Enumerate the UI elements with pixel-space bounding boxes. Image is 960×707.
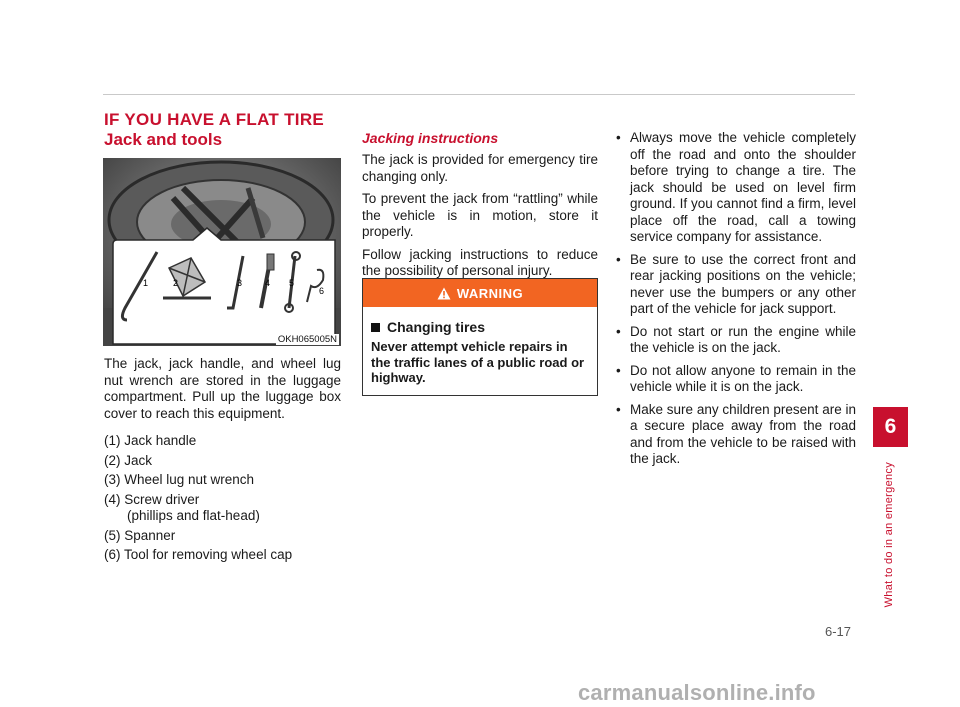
tool-label: (6) Tool for removing wheel cap xyxy=(104,547,293,562)
callout-4: 4 xyxy=(265,278,271,288)
jacking-paragraph-3: Follow jacking instructions to reduce the possibility of personal injury. xyxy=(362,246,598,278)
callout-3: 3 xyxy=(237,278,243,288)
warning-triangle-icon xyxy=(437,287,451,300)
list-item xyxy=(611,130,856,246)
list-item xyxy=(611,252,856,318)
intro-paragraph: The jack, jack handle, and wheel lug nut wrench are stored in the luggage compartment. Pull up the luggage box cover to reach this equipment. xyxy=(104,356,341,421)
bullet-icon: • xyxy=(616,251,621,267)
tool-label: (3) Wheel lug nut wrench xyxy=(104,472,255,487)
warning-text: Never attempt vehicle repairs in the traffic lanes of a public road or highway. xyxy=(371,339,585,385)
safety-bullet-list xyxy=(611,130,856,474)
warning-subtitle: Changing tires xyxy=(387,319,486,335)
list-item xyxy=(611,363,856,396)
jacking-instructions xyxy=(362,130,598,286)
callout-5: 5 xyxy=(289,278,295,288)
watermark: carmanualsonline.info xyxy=(578,680,816,705)
tool-sub-label: (phillips and flat-head) xyxy=(127,508,260,523)
tool-label: (5) Spanner xyxy=(104,527,176,543)
tools-illustration xyxy=(103,158,341,346)
warning-header xyxy=(363,279,597,307)
chapter-label-container xyxy=(870,450,908,620)
jacking-paragraph-2: To prevent the jack from “rattling” while the vehicle is in motion, store it properly. xyxy=(362,191,598,239)
subsection-title: Jack and tools xyxy=(104,130,223,149)
bullet-icon: • xyxy=(616,362,621,378)
tool-label: (1) Jack handle xyxy=(104,433,197,448)
warning-box xyxy=(362,278,598,396)
warning-subtitle-row xyxy=(371,319,597,335)
tool-label: (4) Screw driver xyxy=(104,491,200,507)
page-number: 6-17 xyxy=(825,624,852,639)
bullet-text: Make sure any children present are in a secure place away from the road and from the vehicle to be raised with the jack. xyxy=(630,401,856,466)
chapter-tab: 6 xyxy=(873,407,908,447)
section-title: IF YOU HAVE A FLAT TIRE xyxy=(104,110,325,129)
bullet-text: Do not start or run the engine while the vehicle is on the jack. xyxy=(630,323,856,355)
tool-label: (2) Jack xyxy=(104,452,153,468)
tools-photo xyxy=(103,158,341,346)
list-item xyxy=(104,547,344,564)
list-item xyxy=(104,528,344,545)
callout-6: 6 xyxy=(319,286,325,296)
list-item xyxy=(104,472,344,489)
chapter-label: What to do in an emergency xyxy=(883,462,895,608)
bullet-icon: • xyxy=(616,401,621,417)
jacking-paragraph-1: The jack is provided for emergency tire changing only. xyxy=(362,152,598,184)
bullet-text: Be sure to use the correct front and rear jacking positions on the vehicle; never use the bumpers or any other part of the vehicle for jack support. xyxy=(630,251,856,316)
square-bullet-icon xyxy=(371,323,380,332)
list-item xyxy=(104,433,344,450)
warning-label: WARNING xyxy=(456,285,524,301)
list-item xyxy=(104,492,344,525)
callout-1: 1 xyxy=(143,278,149,288)
bullet-text: Always move the vehicle completely off the road and onto the shoulder before trying to change a tire. The jack should be used on level firm ground. If you cannot find a firm, level place off the road, call a towing service company for assistance. xyxy=(630,130,856,244)
list-item xyxy=(611,324,856,357)
callout-2: 2 xyxy=(173,278,179,288)
tool-list xyxy=(104,433,344,567)
list-item xyxy=(611,402,856,468)
bullet-text: Do not allow anyone to remain in the vehicle while it is on the jack. xyxy=(630,362,856,394)
figure-code: OKH065005N xyxy=(277,334,337,345)
top-rule xyxy=(103,94,855,95)
bullet-icon: • xyxy=(616,323,621,339)
list-item xyxy=(104,453,344,470)
jacking-heading: Jacking instructions xyxy=(362,130,499,146)
bullet-icon: • xyxy=(616,130,621,145)
